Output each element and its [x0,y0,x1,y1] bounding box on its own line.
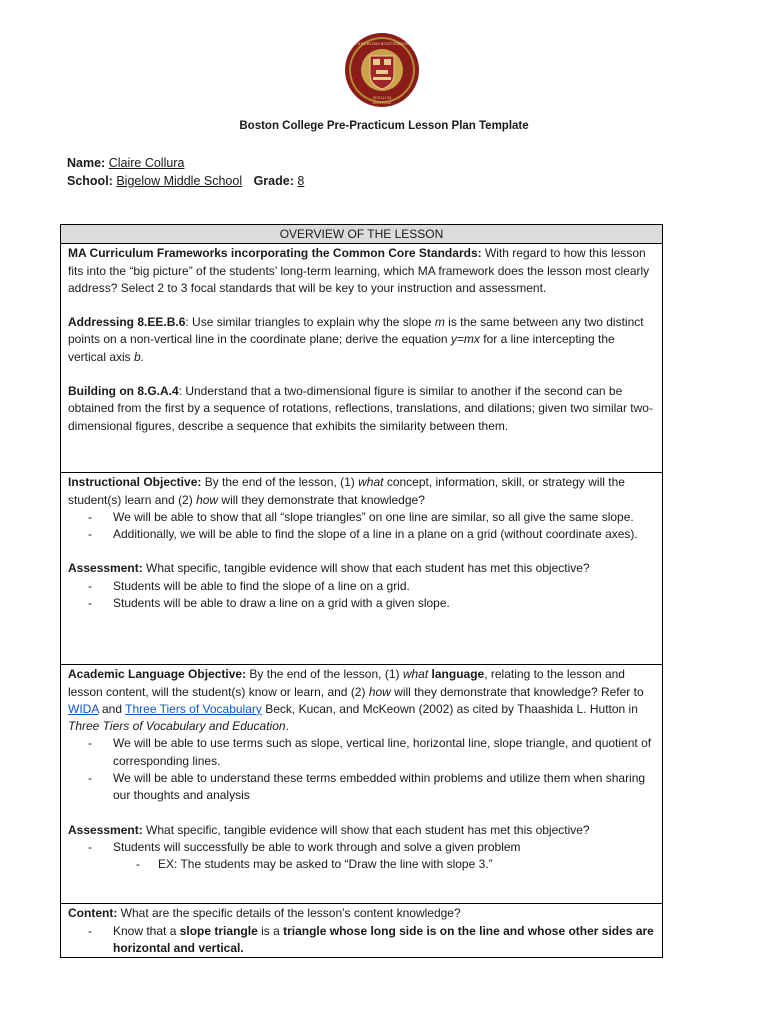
academic-what: what [402,667,429,682]
list-item: - We will be able to understand these terms embedded within problems and utilize them when sharing our thoughts and analysis [113,770,655,805]
sub-list-item: - EX: The students may be asked to “Draw the line with slope 3.” [158,856,655,873]
academic-assessment-text: What specific, tangible evidence will show that each student has met this objective? [142,822,590,837]
assessment-text: What specific, tangible evidence will show that each student has met this objective? [142,561,590,576]
name-line [67,154,304,172]
instructional-text-2: concept, information, skill, or strategy will the student(s) learn and (2) [68,475,625,507]
sub-bullets [113,856,655,873]
boston-college-seal [344,32,420,108]
assessment-bullets [68,578,655,613]
academic-language-word: language [431,667,485,682]
three-tiers-link[interactable]: Three Tiers of Vocabulary [125,701,262,716]
assessment-label: Assessment: [68,561,143,576]
ma-label: MA Curriculum Frameworks incorporating the Common Core Standards: [68,246,482,261]
instructional-label: Instructional Objective: [68,475,202,490]
addressing-label: Addressing 8.EE.B.6 [68,315,186,330]
equation: y=mx [450,332,480,347]
document-title: Boston College Pre-Practicum Lesson Plan Template [239,120,529,132]
content-cell [61,904,663,958]
academic-text-2: , relating to the lesson and lesson content, will the student(s) know or learn, and (2) [68,667,625,699]
book-title: Three Tiers of Vocabulary and Education [68,719,286,734]
list-item: - Additionally, we will be able to find the slope of a line in a plane on a grid (without coordinate axes). [113,526,655,543]
content-text: What are the specific details of the lesson’s content knowledge? [117,906,461,921]
building-text: : Understand that a two-dimensional figure is similar to another if the second can be obtained from the first by a sequence of rotations, reflections, translations, and dilations; given two similar two-dimensional figures, describe a sequence that exhibits the similarity between them. [68,384,653,433]
list-item [113,839,655,874]
school-value: Bigelow Middle School [116,174,243,188]
ma-frameworks-cell [61,244,663,473]
name-label: Name: [67,156,106,170]
wida-link[interactable]: WIDA [68,701,99,716]
instructional-what: what [358,475,384,490]
academic-text: By the end of the lesson, (1) [246,667,403,682]
academic-assessment-bullet-text: Students will successfully be able to work through and solve a given problem [113,839,521,854]
ma-text: With regard to how this lesson fits into the “big picture” of the students’ long-term learning, which MA framework does the lesson most clearly address? Select 2 to 3 focal standards that will be key to your instruction and assessment. [68,246,650,295]
instructional-how: how [196,492,219,507]
academic-how: how [368,684,391,699]
content-bullet-text: Know that a [113,923,180,938]
academic-text-4: Beck, Kucan, and McKeown (2002) as cited by Thaashida L. Hutton in [261,701,638,716]
academic-assessment-label: Assessment: [68,822,143,837]
lesson-overview-table [60,224,663,958]
instructional-text: By the end of the lesson, (1) [201,475,359,490]
addressing-text-3: for a line intercepting the vertical axis [68,332,615,364]
academic-period: . [285,719,289,734]
content-bullets [68,923,655,958]
addressing-text-2: is the same between any two distinct points on a non-vertical line in the coordinate plane; derive the equation [68,315,644,347]
seal-text-bottom: SIGILLUM [372,96,392,100]
slope-var-m: m [434,315,445,330]
list-item [113,923,655,958]
list-item: - We will be able to show that all “slope triangles” on one line are similar, so all give the same slope. [113,509,655,526]
content-label: Content: [68,906,118,921]
instructional-objective-cell [61,473,663,665]
slope-triangle-term: slope triangle [179,923,258,938]
overview-heading: OVERVIEW OF THE LESSON [61,225,663,244]
instructional-text-3: will they demonstrate that knowledge? [218,492,425,507]
intercept-var-b: b. [134,349,145,364]
academic-text-3: will they demonstrate that knowledge? Refer to [390,684,644,699]
academic-and: and [98,701,126,716]
name-value: Claire Collura [108,156,185,170]
seal-year: MDCCCLXIII [372,101,392,105]
building-label: Building on 8.G.A.4 [68,384,179,399]
list-item: - Students will be able to find the slope of a line on a grid. [113,578,655,595]
instructional-bullets [68,509,655,544]
seal-text-top: UNIVERSITAS BOSTONIENSIS [354,42,410,46]
school-label: School: [67,174,113,188]
content-bullet-text-2: is a [257,923,284,938]
academic-assessment-bullets [68,839,655,874]
school-line [67,172,304,190]
academic-language-cell [61,665,663,904]
list-item: - We will be able to use terms such as slope, vertical line, horizontal line, slope triangle, and quotient of corresponding lines. [113,735,655,770]
list-item: - Students will be able to draw a line on a grid with a given slope. [113,595,655,612]
grade-label: Grade: [253,174,294,188]
addressing-text: : Use similar triangles to explain why the slope [185,315,435,330]
academic-label: Academic Language Objective: [68,667,247,682]
slope-triangle-definition: triangle whose long side is on the line and whose other sides are horizontal and vertical. [113,923,654,955]
student-meta [67,154,304,190]
academic-bullets [68,735,655,804]
grade-value: 8 [297,174,305,188]
